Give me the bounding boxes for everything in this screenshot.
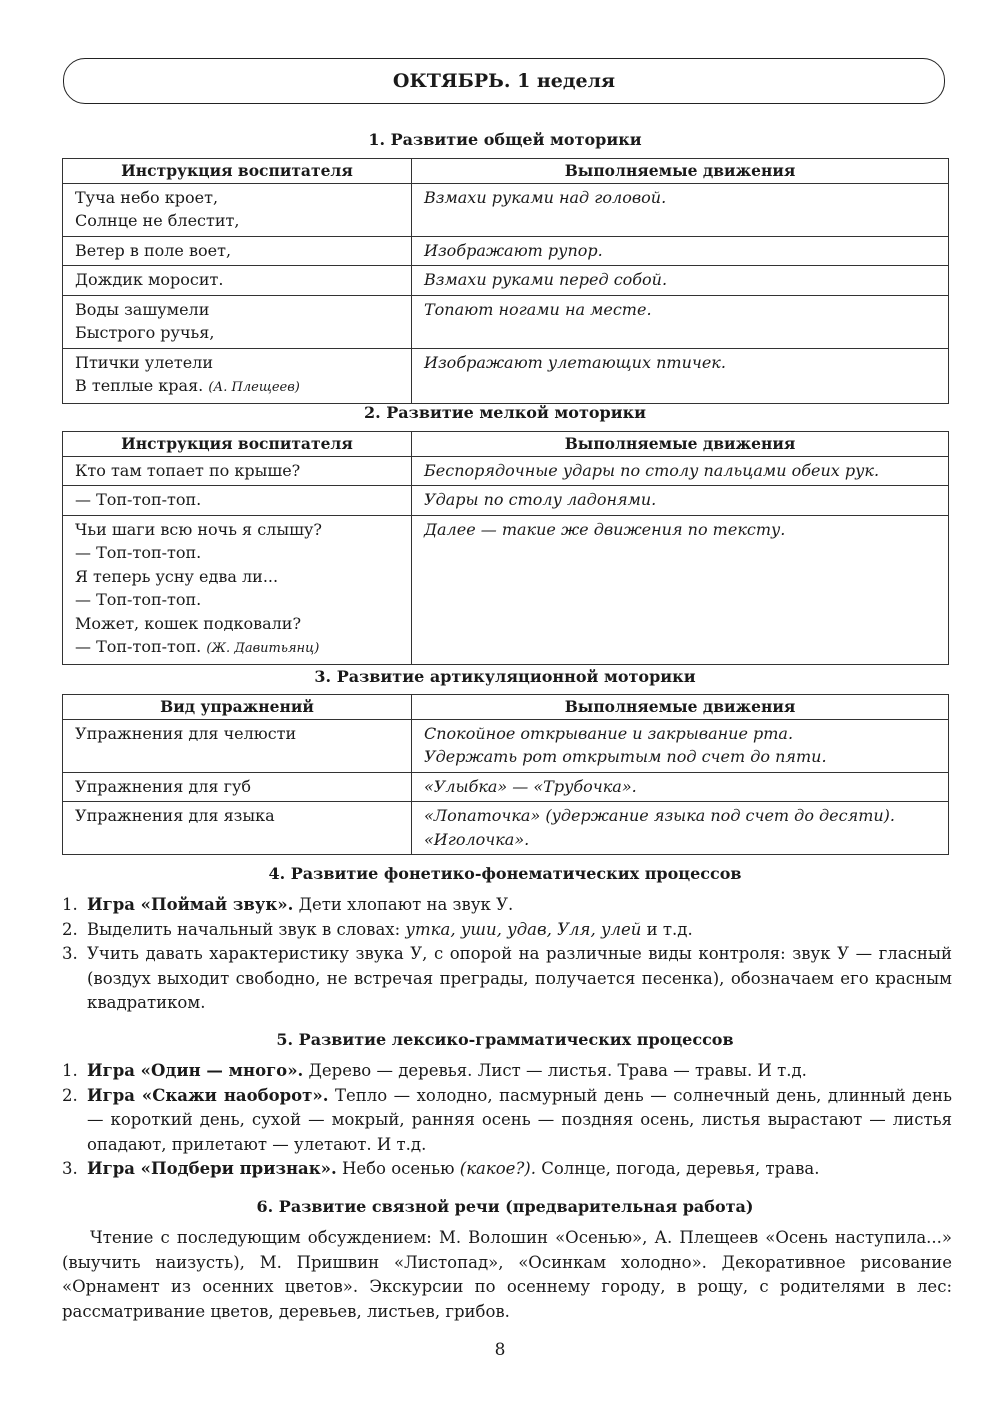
list-item: 1. Игра «Один — много». Дерево — деревья. Лист — листья. Трава — травы. И т.д.	[62, 1061, 807, 1080]
movement-cell: «Лопаточка» (удержание языка под счет до десяти). «Иголочка».	[412, 802, 949, 855]
list-item: 3. Игра «Подбери признак». Небо осенью (какое?). Солнце, погода, деревья, трава.	[62, 1159, 820, 1178]
table-row	[63, 802, 949, 855]
movement-cell: Изображают улетающих птичек.	[412, 348, 949, 403]
column-header: Инструкция воспитателя	[63, 432, 412, 457]
table-row	[63, 266, 949, 296]
table-row	[63, 515, 949, 664]
section-2-title: 2. Развитие мелкой моторики	[363, 403, 647, 422]
table-row	[63, 348, 949, 403]
table-row	[63, 295, 949, 348]
section-5-title: 5. Развитие лексико-грамматических процессов	[276, 1030, 734, 1049]
speech-paragraph: Чтение с последующим обсуждением: М. Волошин «Осенью», А. Плещеев «Осень наступила...» (выучить наизусть), М. Пришвин «Листопад», «Осинкам холодно». Декоративное рисование «Орнамент из осенних цветов». Экскурсии по осеннему городу, в рощу, с родителями в лес: рассматривание цветов, деревьев, листьев, грибов.	[62, 1228, 952, 1321]
table-header-row	[63, 432, 949, 457]
list-item: 3. Учить давать характеристику звука У, с опорой на различные виды контроля: звук У — гласный (воздух выходит свободно, не встречая преграды, получается песенка), обозначаем его красным квадратиком.	[62, 944, 952, 1012]
instruction-cell: Дождик моросит.	[63, 266, 412, 296]
table-row	[63, 772, 949, 802]
table-header-row	[63, 159, 949, 184]
movement-cell: Спокойное открывание и закрывание рта. Удержать рот открытым под счет до пяти.	[412, 719, 949, 772]
column-header: Выполняемые движения	[412, 432, 949, 457]
poem-author: (Ж. Давитьянц)	[206, 641, 320, 656]
movement-cell: Топают ногами на месте.	[412, 295, 949, 348]
movement-cell: Далее — такие же движения по тексту.	[412, 515, 949, 664]
fine-motor-table	[62, 431, 949, 665]
exercise-cell: Упражнения для челюсти	[63, 719, 412, 772]
gross-motor-table	[62, 158, 949, 404]
page-number: 8	[494, 1340, 506, 1360]
exercise-cell: Упражнения для губ	[63, 772, 412, 802]
table-row	[63, 183, 949, 236]
column-header: Вид упражнений	[63, 695, 412, 720]
instruction-cell: — Топ-топ-топ.	[63, 486, 412, 516]
instruction-cell: Чьи шаги всю ночь я слышу? — Топ-топ-топ. Я теперь усну едва ли... — Топ-топ-топ. Может, кошек подковали? — Топ-топ-топ. (Ж. Давитьянц)	[63, 515, 412, 664]
week-title: ОКТЯБРЬ. 1 неделя	[63, 58, 945, 104]
instruction-cell: Воды зашумели Быстрого ручья,	[63, 295, 412, 348]
table-header-row	[63, 695, 949, 720]
table-row	[63, 486, 949, 516]
column-header: Выполняемые движения	[412, 159, 949, 184]
column-header: Выполняемые движения	[412, 695, 949, 720]
list-item: 2. Выделить начальный звук в словах: утка, уши, удав, Уля, улей и т.д.	[62, 919, 693, 939]
movement-cell: «Улыбка» — «Трубочка».	[412, 772, 949, 802]
instruction-cell: Птички улетели В теплые края. (А. Плещеев)	[63, 348, 412, 403]
table-row	[63, 719, 949, 772]
instruction-cell: Кто там топает по крыше?	[63, 456, 412, 486]
lexical-list	[62, 1059, 952, 1182]
section-3-title: 3. Развитие артикуляционной моторики	[314, 667, 696, 686]
movement-cell: Взмахи руками над головой.	[412, 183, 949, 236]
column-header: Инструкция воспитателя	[63, 159, 412, 184]
list-item: 2. Игра «Скажи наоборот». Тепло — холодно, пасмурный день — солнечный день, длинный день — короткий день, сухой — мокрый, ранняя осень — поздняя осень, листья вырастают — листья опадают, прилетают — улетают. И т.д.	[62, 1085, 952, 1154]
instruction-cell: Ветер в поле воет,	[63, 236, 412, 266]
poem-author: (А. Плещеев)	[208, 380, 300, 395]
section-4-title: 4. Развитие фонетико-фонематических процессов	[268, 864, 742, 883]
table-row	[63, 456, 949, 486]
instruction-cell: Туча небо кроет, Солнце не блестит,	[63, 183, 412, 236]
movement-cell: Взмахи руками перед собой.	[412, 266, 949, 296]
section-1-title: 1. Развитие общей моторики	[368, 130, 642, 149]
exercise-cell: Упражнения для языка	[63, 802, 412, 855]
phonetic-list	[62, 893, 952, 1016]
table-row	[63, 236, 949, 266]
movement-cell: Изображают рупор.	[412, 236, 949, 266]
movement-cell: Удары по столу ладонями.	[412, 486, 949, 516]
list-item: 1. Игра «Поймай звук». Дети хлопают на звук У.	[62, 895, 514, 914]
articulation-table	[62, 694, 949, 855]
movement-cell: Беспорядочные удары по столу пальцами обеих рук.	[412, 456, 949, 486]
section-6-title: 6. Развитие связной речи (предварительная работа)	[256, 1197, 754, 1216]
